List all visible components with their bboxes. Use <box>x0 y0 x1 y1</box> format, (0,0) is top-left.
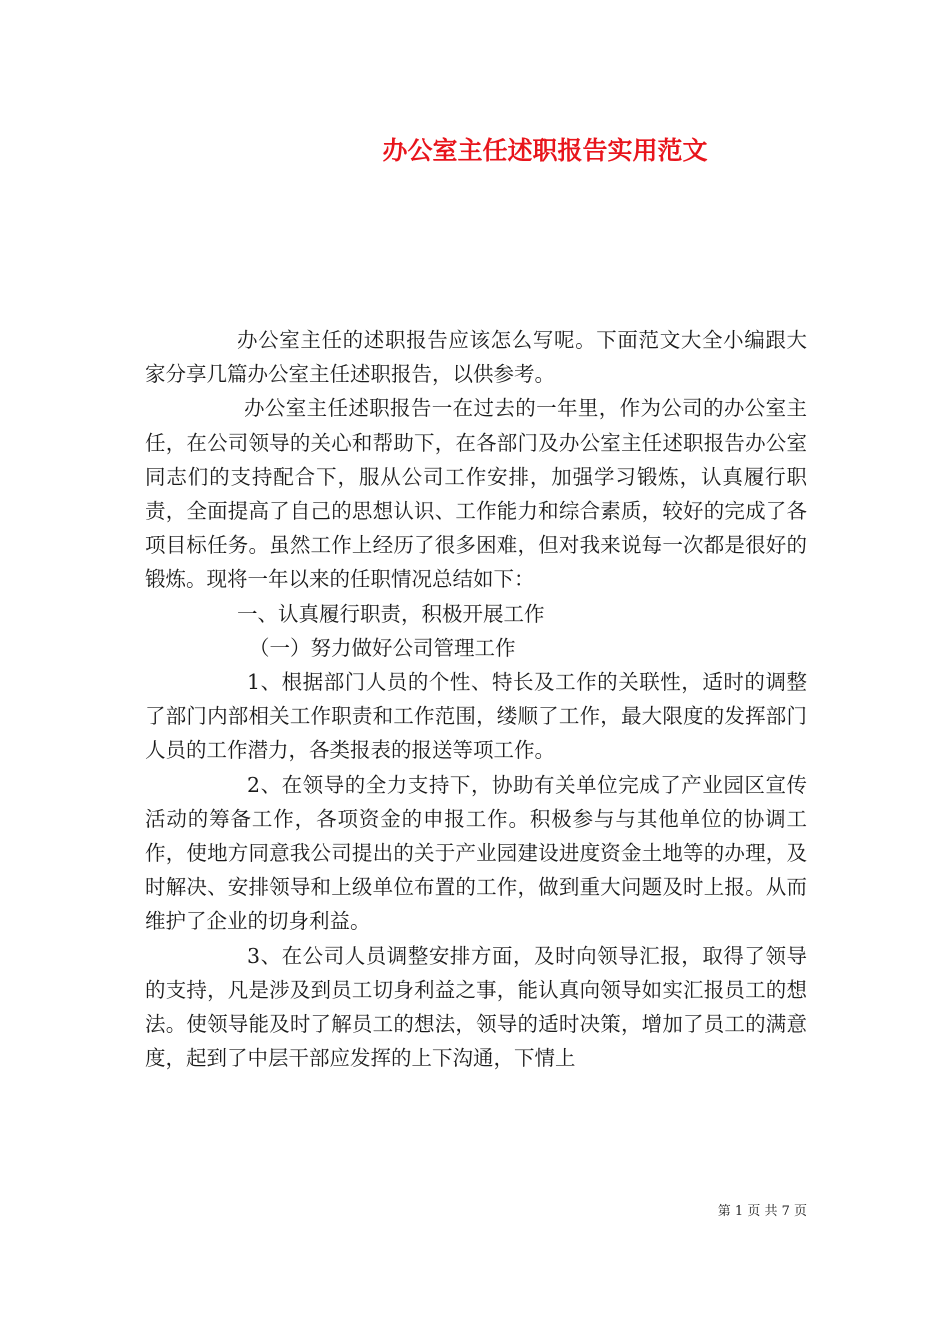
page-number-footer: 第 1 页 共 7 页 <box>717 1204 807 1219</box>
list-item-3: 3、在公司人员调整安排方面，及时向领导汇报，取得了领导的支持，凡是涉及到员工切身利益之事，能认真向领导如实汇报员工的想法。使领导能及时了解员工的想法，领导的适时决策，增加了员工的满意度，起到了中层干部应发挥的上下沟通，下情上 <box>145 943 807 1071</box>
document-body <box>145 323 807 1075</box>
list-item-2: 2、在领导的全力支持下，协助有关单位完成了产业园区宣传活动的筹备工作，各项资金的申报工作。积极参与与其他单位的协调工作，使地方同意我公司提出的关于产业园建设进度资金土地等的办理，及时解决、安排领导和上级单位布置的工作，做到重大问题及时上报。从而维护了企业的切身利益。 <box>145 772 807 934</box>
paragraph-intro: 办公室主任的述职报告应该怎么写呢。下面范文大全小编跟大家分享几篇办公室主任述职报告，以供参考。 <box>145 328 807 387</box>
section-heading-1: 一、认真履行职责，积极开展工作 <box>237 601 545 626</box>
paragraph-report-one: 办公室主任述职报告一在过去的一年里，作为公司的办公室主任，在公司领导的关心和帮助下，在各部门及办公室主任述职报告办公室同志们的支持配合下，服从公司工作安排，加强学习锻炼，认真履行职责，全面提高了自己的思想认识、工作能力和综合素质，较好的完成了各项目标任务。虽然工作上经历了很多困难，但对我来说每一次都是很好的锻炼。现将一年以来的任职情况总结如下： <box>145 396 807 592</box>
document-title: 办公室主任述职报告实用范文 <box>382 136 708 165</box>
subsection-heading-1: （一）努力做好公司管理工作 <box>249 635 516 660</box>
list-item-1: 1、根据部门人员的个性、特长及工作的关联性，适时的调整了部门内部相关工作职责和工作范围，缕顺了工作，最大限度的发挥部门人员的工作潜力，各类报表的报送等项工作。 <box>145 670 807 763</box>
